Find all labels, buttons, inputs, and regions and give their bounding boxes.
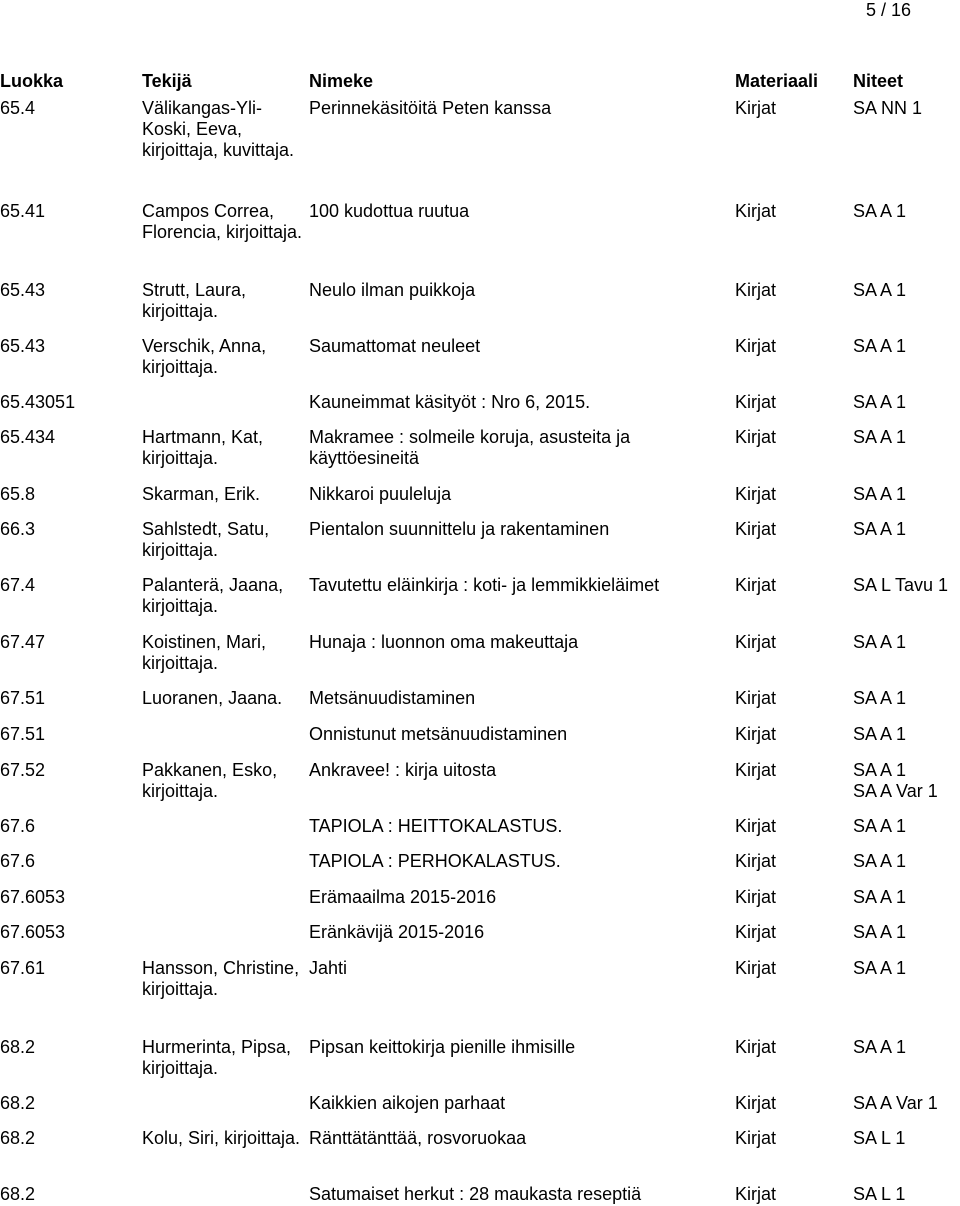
row-class: 68.2 [0,1128,36,1148]
row-class: 65.41 [0,201,46,221]
row-material: Kirjat [735,1128,777,1148]
row-shelf: SA A 1 [853,688,907,708]
row-shelf [853,760,960,802]
row-author: Koistinen, Mari, kirjoittaja. [142,632,267,673]
row-title: Metsänuudistaminen [309,688,476,708]
row-shelf: SA A 1 [853,519,907,539]
row-class: 67.51 [0,688,46,708]
row-material: Kirjat [735,688,777,708]
row-title: Perinnekäsitöitä Peten kanssa [309,98,552,118]
header-material: Materiaali [735,71,819,91]
row-shelf: SA A 1 [853,1037,907,1057]
row-author: Kolu, Siri, kirjoittaja. [142,1128,301,1148]
header-author: Tekijä [142,71,192,91]
row-title: Saumattomat neuleet [309,336,481,356]
row-author: Luoranen, Jaana. [142,688,283,708]
row-author: Sahlstedt, Satu, kirjoittaja. [142,519,270,560]
row-shelf: SA A 1 [853,280,907,300]
row-material: Kirjat [735,427,777,447]
row-class: 67.6053 [0,887,66,907]
row-title: Kauneimmat käsityöt : Nro 6, 2015. [309,392,591,412]
row-class: 67.47 [0,632,46,652]
row-class: 67.6 [0,816,36,836]
row-title: TAPIOLA : HEITTOKALASTUS. [309,816,563,836]
row-shelf: SA A 1 [853,816,907,836]
row-material: Kirjat [735,632,777,652]
row-class: 67.51 [0,724,46,744]
row-title: Neulo ilman puikkoja [309,280,476,300]
row-title: Ankravee! : kirja uitosta [309,760,497,780]
row-shelf: SA A 1 [853,201,907,221]
row-material: Kirjat [735,760,777,780]
row-author: Välikangas-Yli-Koski, Eeva, kirjoittaja, kuvittaja. [142,98,295,160]
row-class: 67.6053 [0,922,66,942]
row-author: Campos Correa, Florencia, kirjoittaja. [142,201,303,242]
row-material: Kirjat [735,1093,777,1113]
row-class: 65.8 [0,484,36,504]
row-class: 65.434 [0,427,56,447]
row-class: 65.43051 [0,392,76,412]
row-title: 100 kudottua ruutua [309,201,470,221]
row-material: Kirjat [735,519,777,539]
row-material: Kirjat [735,887,777,907]
row-shelf: SA NN 1 [853,98,923,118]
row-title: Nikkaroi puuleluja [309,484,452,504]
row-material: Kirjat [735,484,777,504]
header-class: Luokka [0,71,64,91]
header-title: Nimeke [309,71,374,91]
row-shelf: SA A 1 [853,922,907,942]
row-title: Satumaiset herkut : 28 maukasta reseptiä [309,1184,642,1204]
row-class: 68.2 [0,1184,36,1204]
row-author: Palanterä, Jaana, kirjoittaja. [142,575,284,616]
row-material: Kirjat [735,98,777,118]
row-class: 65.4 [0,98,36,118]
row-shelf: SA L Tavu 1 [853,575,949,595]
row-material: Kirjat [735,922,777,942]
row-shelf: SA A Var 1 [853,1093,938,1113]
row-title: Ränttätänttää, rosvoruokaa [309,1128,527,1148]
row-author: Pakkanen, Esko, kirjoittaja. [142,760,278,801]
row-material: Kirjat [735,724,777,744]
row-author: Hansson, Christine, kirjoittaja. [142,958,300,999]
row-author: Hartmann, Kat, kirjoittaja. [142,427,264,468]
row-class: 67.52 [0,760,46,780]
row-material: Kirjat [735,336,777,356]
row-title: Kaikkien aikojen parhaat [309,1093,506,1113]
row-author: Hurmerinta, Pipsa, kirjoittaja. [142,1037,292,1078]
row-title: Erämaailma 2015-2016 [309,887,497,907]
row-shelf: SA A 1 [853,427,907,447]
row-class: 67.61 [0,958,46,978]
row-material: Kirjat [735,958,777,978]
row-class: 66.3 [0,519,36,539]
row-title: Pientalon suunnittelu ja rakentaminen [309,519,610,539]
row-class: 68.2 [0,1037,36,1057]
row-title: Onnistunut metsänuudistaminen [309,724,568,744]
row-material: Kirjat [735,201,777,221]
table-header [0,71,960,92]
row-class: 65.43 [0,336,46,356]
row-material: Kirjat [735,575,777,595]
row-shelf: SA A 1 [853,336,907,356]
row-class: 67.4 [0,575,36,595]
row-shelf: SA A 1 [853,632,907,652]
row-shelf-line: SA A Var 1 [853,781,938,801]
row-material: Kirjat [735,280,777,300]
row-title: Eränkävijä 2015-2016 [309,922,485,942]
row-material: Kirjat [735,1184,777,1204]
row-title: TAPIOLA : PERHOKALASTUS. [309,851,561,871]
row-material: Kirjat [735,851,777,871]
row-material: Kirjat [735,392,777,412]
row-shelf: SA L 1 [853,1184,906,1204]
row-shelf: SA A 1 [853,484,907,504]
row-shelf: SA A 1 [853,392,907,412]
row-title: Pipsan keittokirja pienille ihmisille [309,1037,576,1057]
row-author: Verschik, Anna, kirjoittaja. [142,336,267,377]
row-shelf: SA L 1 [853,1128,906,1148]
row-author: Strutt, Laura, kirjoittaja. [142,280,247,321]
page-number: 5 / 16 [866,0,912,20]
header-shelf: Niteet [853,71,904,91]
row-class: 68.2 [0,1093,36,1113]
row-shelf: SA A 1 [853,724,907,744]
row-title: Jahti [309,958,348,978]
row-shelf: SA A 1 [853,887,907,907]
row-shelf-line: SA A 1 [853,760,907,780]
row-author: Skarman, Erik. [142,484,261,504]
row-class: 67.6 [0,851,36,871]
row-shelf: SA A 1 [853,851,907,871]
row-material: Kirjat [735,816,777,836]
row-class: 65.43 [0,280,46,300]
row-title: Makramee : solmeile koruja, asusteita ja käyttöesineitä [309,427,631,468]
row-shelf: SA A 1 [853,958,907,978]
row-title: Hunaja : luonnon oma makeuttaja [309,632,579,652]
row-title: Tavutettu eläinkirja : koti- ja lemmikkieläimet [309,575,660,595]
row-material: Kirjat [735,1037,777,1057]
